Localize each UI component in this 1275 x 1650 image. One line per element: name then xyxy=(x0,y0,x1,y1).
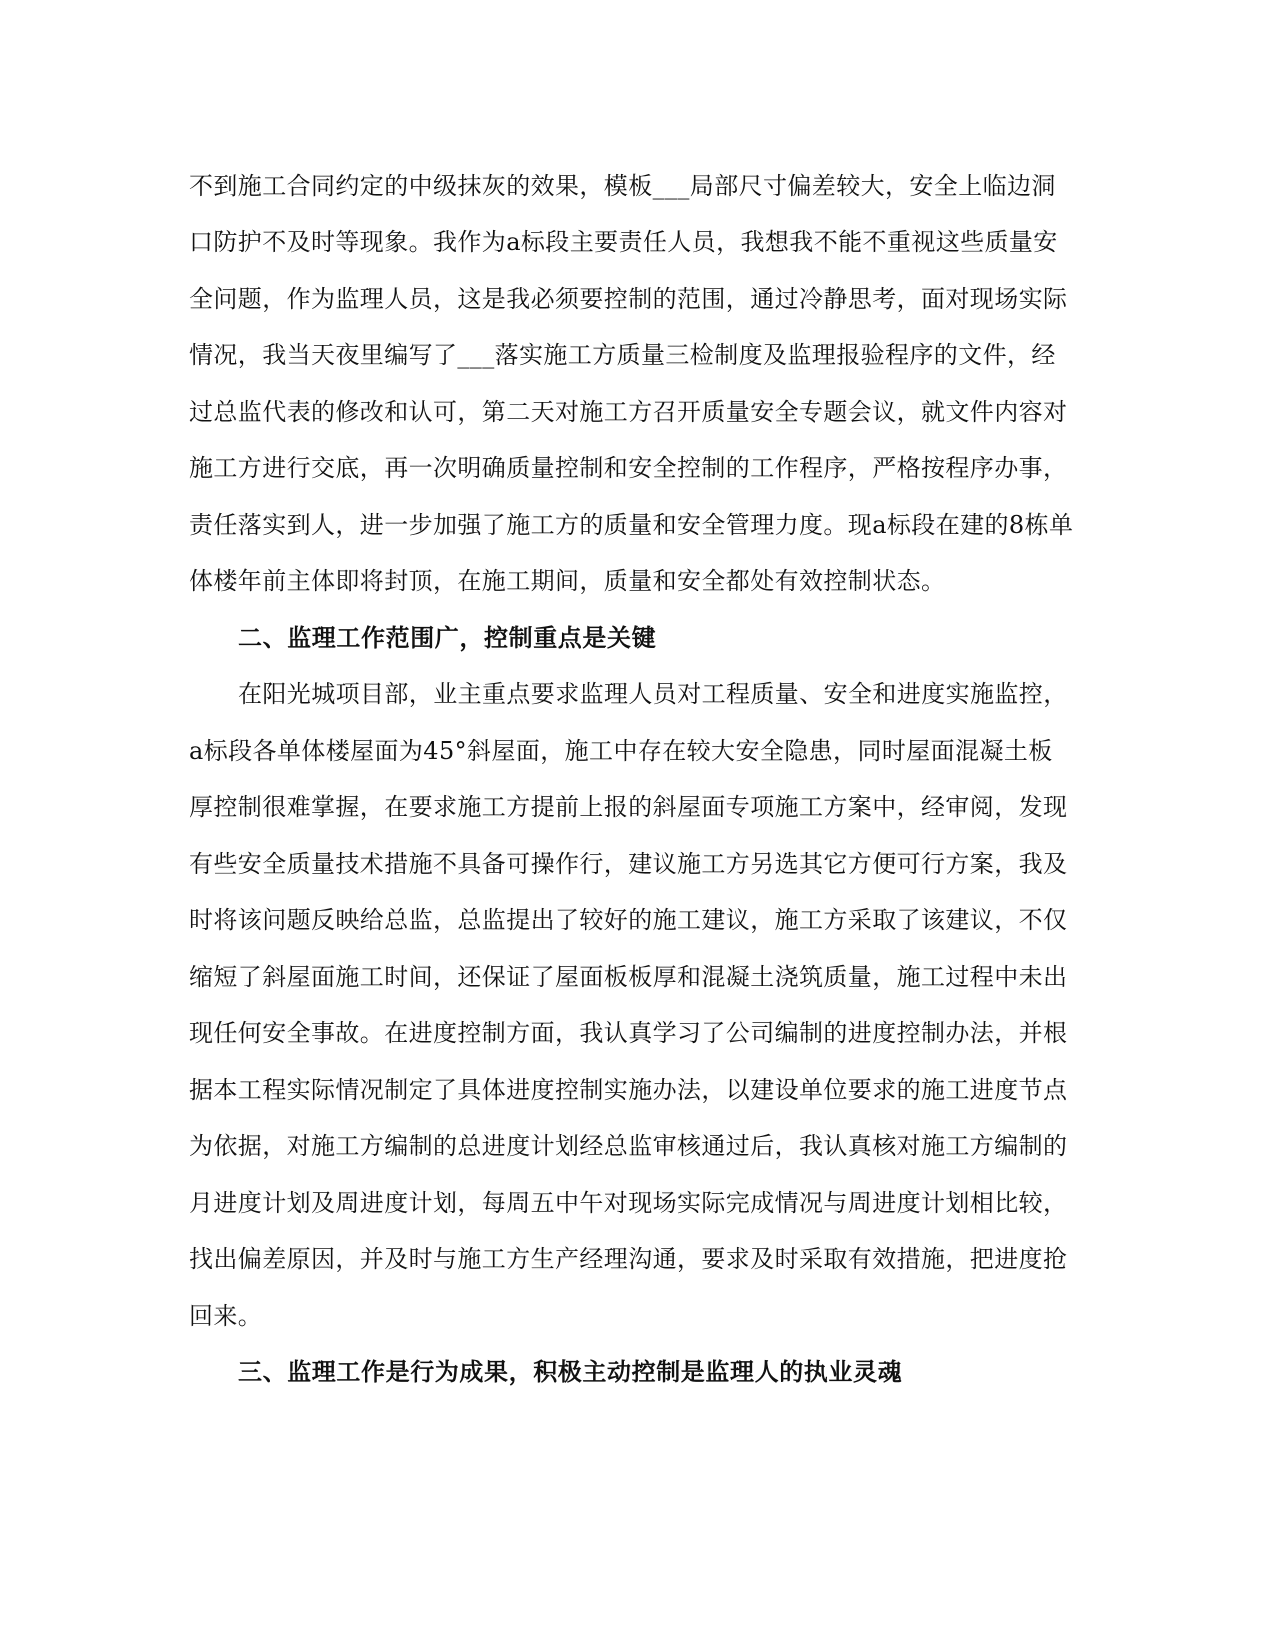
body-text-line: 厚控制很难掌握，在要求施工方提前上报的斜屋面专项施工方案中，经审阅，发现 xyxy=(189,793,1068,821)
body-text-line: 责任落实到人，进一步加强了施工方的质量和安全管理力度。现a标段在建的8栋单 xyxy=(189,511,1074,539)
body-text-line: 缩短了斜屋面施工时间，还保证了屋面板板厚和混凝土浇筑质量，施工过程中未出 xyxy=(189,963,1068,991)
body-text-line: 时将该问题反映给总监，总监提出了较好的施工建议，施工方采取了该建议，不仅 xyxy=(189,906,1068,934)
body-text-line: 情况，我当天夜里编写了___落实施工方质量三检制度及监理报验程序的文件，经 xyxy=(189,341,1056,369)
body-text-line: a标段各单体楼屋面为45°斜屋面，施工中存在较大安全隐患，同时屋面混凝土板 xyxy=(189,737,1053,765)
body-text-line: 回来。 xyxy=(189,1302,263,1330)
body-text-line: 在阳光城项目部，业主重点要求监理人员对工程质量、安全和进度实施监控， xyxy=(238,680,1068,708)
body-text-line: 找出偏差原因，并及时与施工方生产经理沟通，要求及时采取有效措施，把进度抢 xyxy=(189,1245,1068,1273)
body-text-line: 月进度计划及周进度计划，每周五中午对现场实际完成情况与周进度计划相比较， xyxy=(189,1189,1068,1217)
body-text-line: 现任何安全事故。在进度控制方面，我认真学习了公司编制的进度控制办法，并根 xyxy=(189,1019,1068,1047)
body-text-line: 为依据，对施工方编制的总进度计划经总监审核通过后，我认真核对施工方编制的 xyxy=(189,1132,1068,1160)
body-text-line: 据本工程实际情况制定了具体进度控制实施办法，以建设单位要求的施工进度节点 xyxy=(189,1076,1068,1104)
body-text-line: 全问题，作为监理人员，这是我必须要控制的范围，通过冷静思考，面对现场实际 xyxy=(189,285,1068,313)
body-text-line: 有些安全质量技术措施不具备可操作行，建议施工方另选其它方便可行方案，我及 xyxy=(189,850,1068,878)
section-heading-2: 二、监理工作范围广，控制重点是关键 xyxy=(238,623,657,652)
body-text-line: 过总监代表的修改和认可，第二天对施工方召开质量安全专题会议，就文件内容对 xyxy=(189,398,1068,426)
body-text-line: 施工方进行交底，再一次明确质量控制和安全控制的工作程序，严格按程序办事， xyxy=(189,454,1068,482)
body-text-line: 口防护不及时等现象。我作为a标段主要责任人员，我想我不能不重视这些质量安 xyxy=(189,228,1058,256)
body-text-line: 不到施工合同约定的中级抹灰的效果，模板___局部尺寸偏差较大，安全上临边洞 xyxy=(189,172,1056,200)
body-text-line: 体楼年前主体即将封顶，在施工期间，质量和安全都处有效控制状态。 xyxy=(189,567,946,595)
section-heading-3: 三、监理工作是行为成果，积极主动控制是监理人的执业灵魂 xyxy=(238,1357,903,1386)
